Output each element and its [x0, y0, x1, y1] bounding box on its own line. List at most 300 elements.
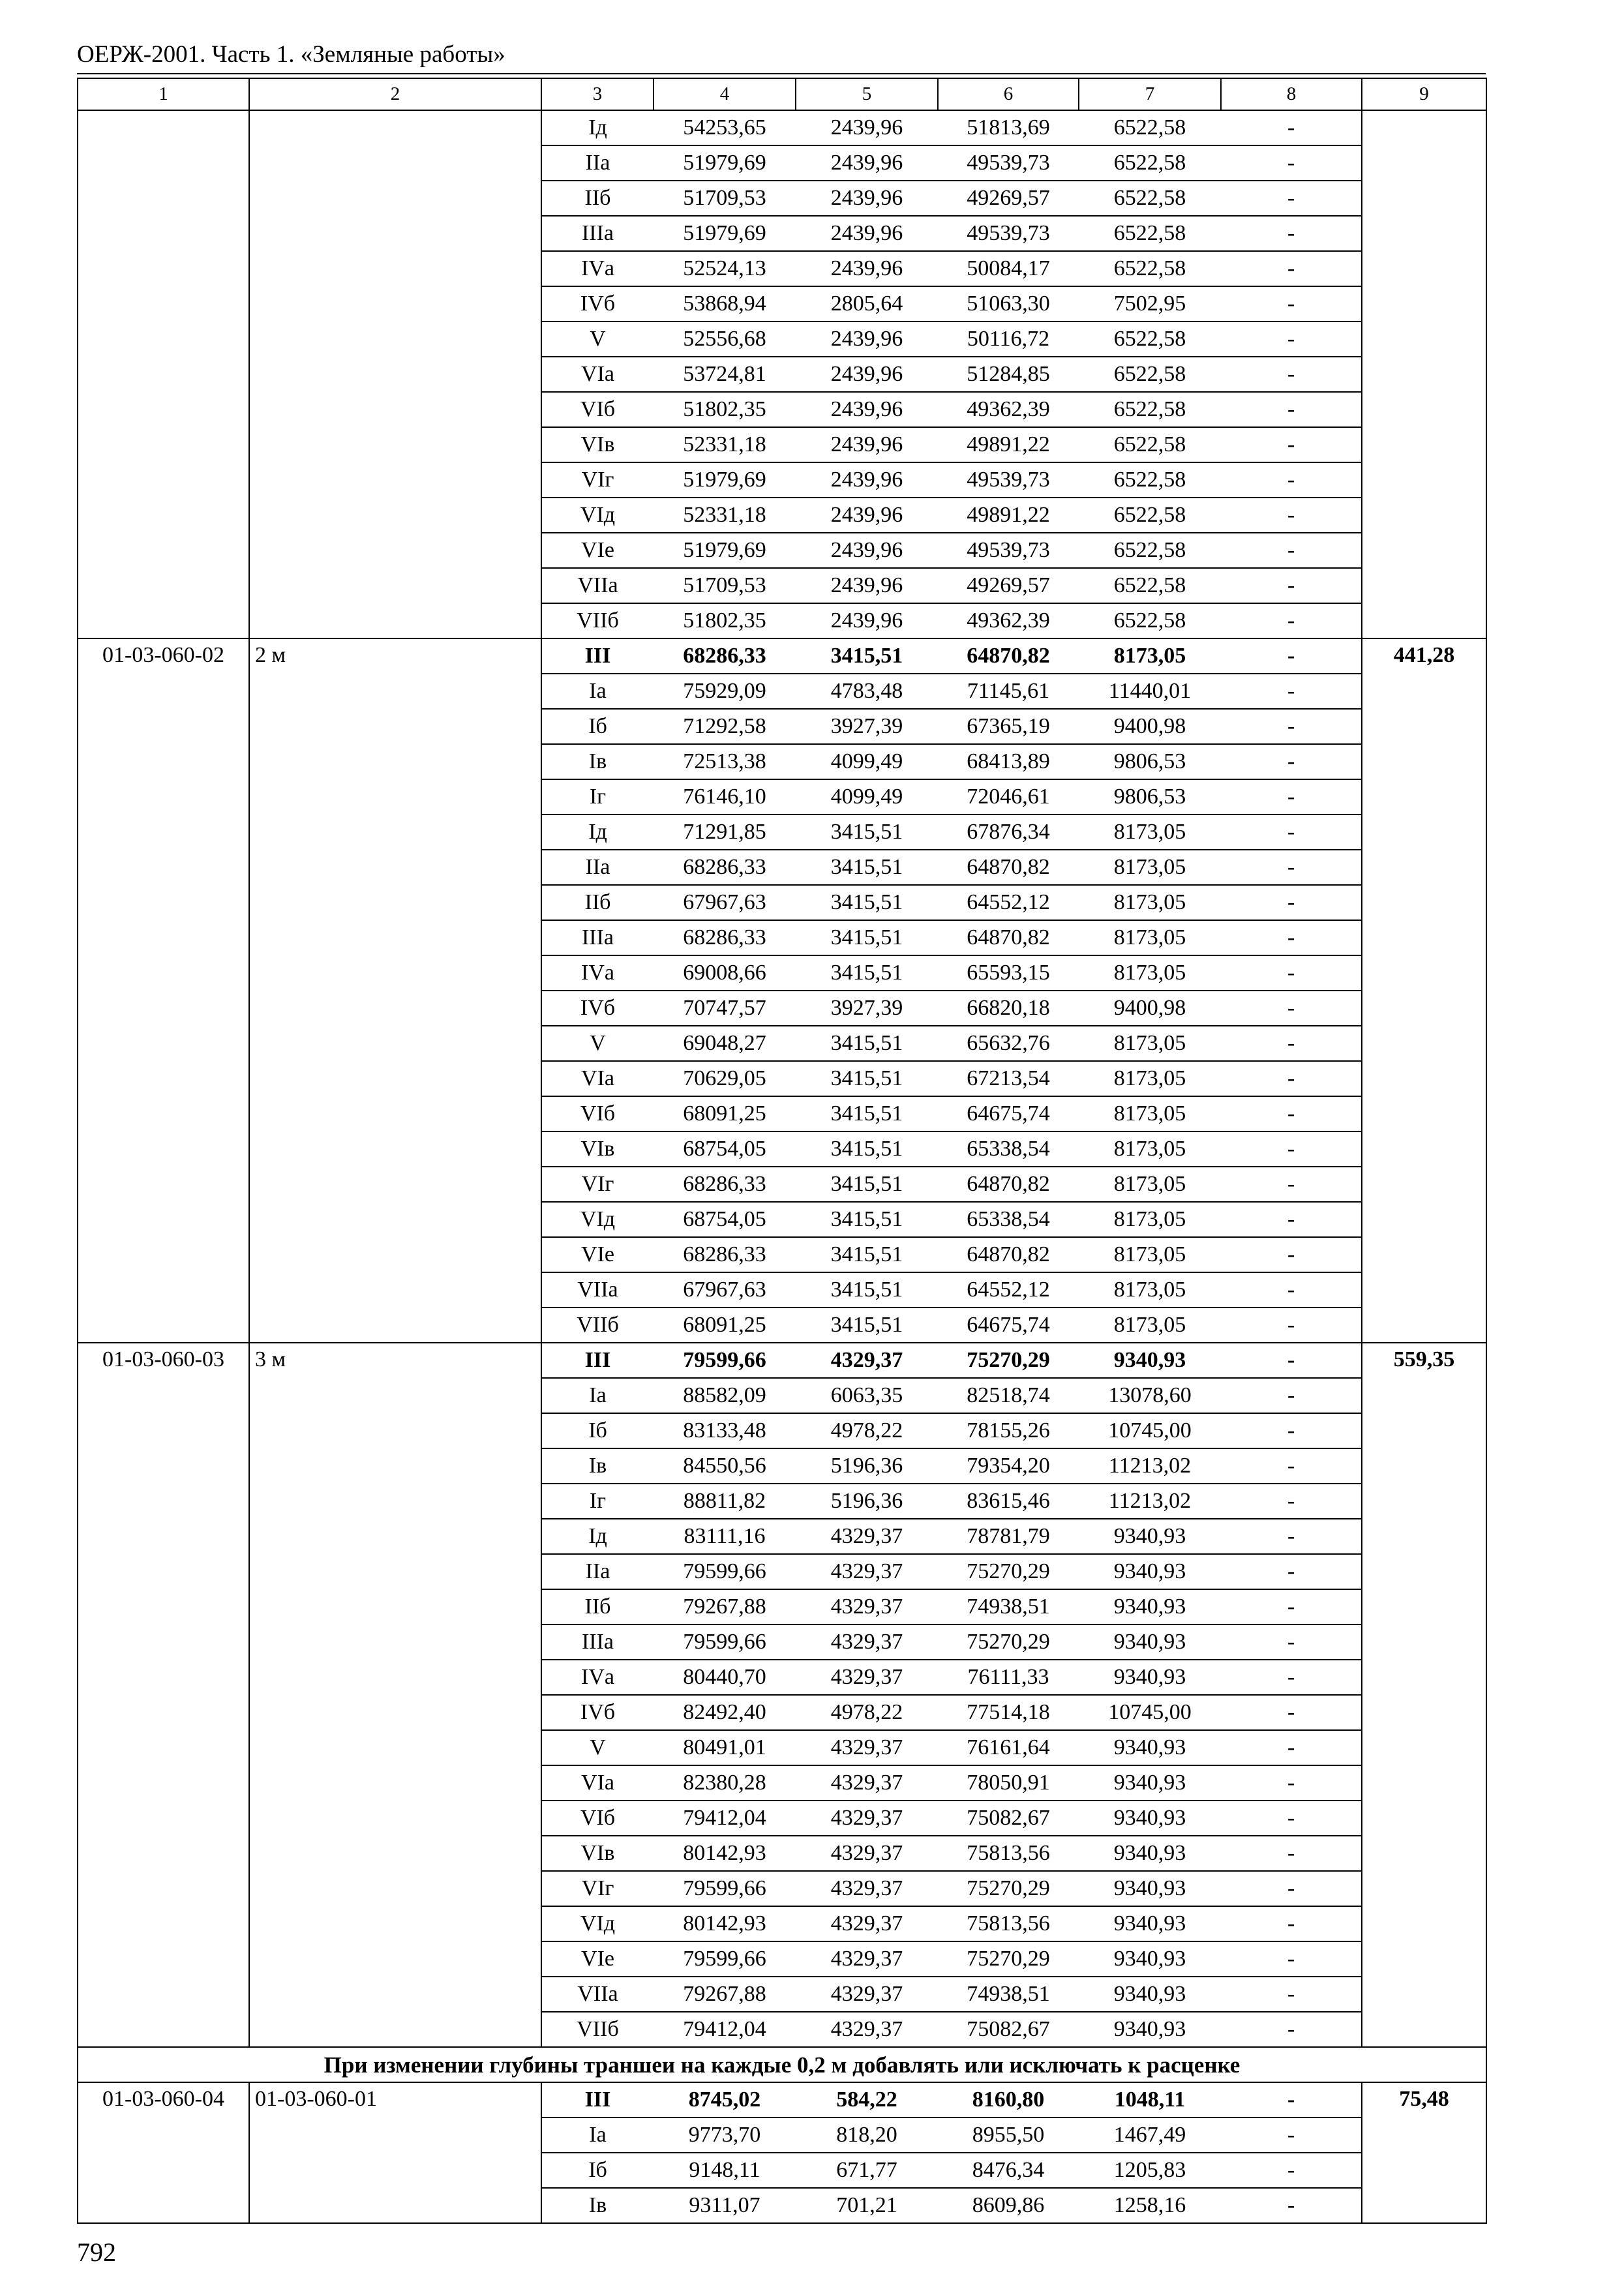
- data-cell: Iв: [541, 2188, 654, 2223]
- data-cell: 8173,05: [1079, 638, 1221, 674]
- data-cell: IVа: [541, 251, 654, 286]
- column-number-cell: 9: [1362, 78, 1486, 110]
- data-cell: 2439,96: [796, 498, 938, 533]
- data-cell: 67967,63: [654, 885, 796, 920]
- data-cell: 5196,36: [796, 1484, 938, 1519]
- data-cell: IVб: [541, 991, 654, 1026]
- data-cell: Iв: [541, 744, 654, 779]
- data-cell: 6522,58: [1079, 498, 1221, 533]
- data-cell: 65338,54: [938, 1131, 1079, 1167]
- rate-code-cell: 01-03-060-03: [78, 1343, 249, 2047]
- data-cell: -: [1221, 1519, 1362, 1554]
- column-number-cell: 6: [938, 78, 1079, 110]
- data-cell: VIе: [541, 1237, 654, 1272]
- data-cell: 6522,58: [1079, 603, 1221, 638]
- data-cell: Iа: [541, 2117, 654, 2153]
- data-cell: 79599,66: [654, 1871, 796, 1906]
- data-cell: -: [1221, 322, 1362, 357]
- data-cell: 6522,58: [1079, 110, 1221, 145]
- data-cell: VIIб: [541, 1308, 654, 1343]
- data-cell: 671,77: [796, 2153, 938, 2188]
- data-cell: VIд: [541, 1202, 654, 1237]
- data-cell: 64552,12: [938, 1272, 1079, 1308]
- data-cell: 75270,29: [938, 1624, 1079, 1660]
- data-cell: 51284,85: [938, 357, 1079, 392]
- data-cell: 4099,49: [796, 779, 938, 815]
- rate-value-cell: 441,28: [1362, 638, 1486, 1343]
- data-cell: 6522,58: [1079, 251, 1221, 286]
- data-cell: 818,20: [796, 2117, 938, 2153]
- data-cell: 52331,18: [654, 498, 796, 533]
- data-cell: 6522,58: [1079, 322, 1221, 357]
- data-cell: VIIа: [541, 1272, 654, 1308]
- data-cell: 8173,05: [1079, 1096, 1221, 1131]
- data-cell: 9340,93: [1079, 1660, 1221, 1695]
- note-row: [78, 2047, 1486, 2082]
- data-cell: 75270,29: [938, 1343, 1079, 1378]
- data-cell: 6522,58: [1079, 568, 1221, 603]
- data-cell: 4329,37: [796, 1765, 938, 1801]
- data-cell: 9806,53: [1079, 779, 1221, 815]
- data-cell: 68286,33: [654, 920, 796, 955]
- data-cell: 4329,37: [796, 2012, 938, 2047]
- data-cell: 8160,80: [938, 2082, 1079, 2117]
- page-header: ОЕРЖ-2001. Часть 1. «Земляные работы»: [77, 41, 505, 68]
- data-cell: 53868,94: [654, 286, 796, 322]
- data-cell: -: [1221, 1906, 1362, 1941]
- data-cell: -: [1221, 674, 1362, 709]
- data-cell: -: [1221, 1096, 1362, 1131]
- data-cell: 8173,05: [1079, 1061, 1221, 1096]
- data-cell: 49539,73: [938, 462, 1079, 498]
- data-cell: VIг: [541, 462, 654, 498]
- data-cell: 3415,51: [796, 1272, 938, 1308]
- data-cell: -: [1221, 2188, 1362, 2223]
- data-cell: 2439,96: [796, 145, 938, 181]
- data-cell: 68413,89: [938, 744, 1079, 779]
- data-cell: 88811,82: [654, 1484, 796, 1519]
- data-cell: 52331,18: [654, 427, 796, 462]
- data-cell: 70747,57: [654, 991, 796, 1026]
- data-cell: -: [1221, 1484, 1362, 1519]
- data-cell: III: [541, 1343, 654, 1378]
- data-cell: 3415,51: [796, 1202, 938, 1237]
- data-cell: -: [1221, 1977, 1362, 2012]
- data-cell: 3415,51: [796, 1096, 938, 1131]
- data-cell: 3415,51: [796, 1061, 938, 1096]
- data-cell: IVб: [541, 1695, 654, 1730]
- data-cell: 82492,40: [654, 1695, 796, 1730]
- data-cell: 3415,51: [796, 1308, 938, 1343]
- data-cell: VIв: [541, 427, 654, 462]
- data-cell: VIIб: [541, 603, 654, 638]
- data-cell: 69008,66: [654, 955, 796, 991]
- data-cell: 75270,29: [938, 1941, 1079, 1977]
- data-cell: -: [1221, 1237, 1362, 1272]
- data-cell: 49539,73: [938, 145, 1079, 181]
- data-cell: 76111,33: [938, 1660, 1079, 1695]
- data-cell: 584,22: [796, 2082, 938, 2117]
- data-cell: 1467,49: [1079, 2117, 1221, 2153]
- data-cell: -: [1221, 603, 1362, 638]
- data-cell: 9773,70: [654, 2117, 796, 2153]
- data-cell: 9340,93: [1079, 2012, 1221, 2047]
- data-cell: 2439,96: [796, 603, 938, 638]
- data-cell: 66820,18: [938, 991, 1079, 1026]
- data-cell: 53724,81: [654, 357, 796, 392]
- data-cell: VIIа: [541, 1977, 654, 2012]
- data-cell: 51979,69: [654, 533, 796, 568]
- rate-value-cell: 559,35: [1362, 1343, 1486, 2047]
- data-cell: 11440,01: [1079, 674, 1221, 709]
- data-cell: 5196,36: [796, 1448, 938, 1484]
- data-cell: 8173,05: [1079, 1272, 1221, 1308]
- data-cell: IIIа: [541, 1624, 654, 1660]
- data-cell: 11213,02: [1079, 1448, 1221, 1484]
- data-cell: 8745,02: [654, 2082, 796, 2117]
- data-cell: -: [1221, 110, 1362, 145]
- data-cell: 64870,82: [938, 920, 1079, 955]
- data-cell: -: [1221, 744, 1362, 779]
- data-cell: 83615,46: [938, 1484, 1079, 1519]
- data-cell: -: [1221, 955, 1362, 991]
- data-cell: 10745,00: [1079, 1413, 1221, 1448]
- data-cell: 49539,73: [938, 533, 1079, 568]
- rate-code-cell: 01-03-060-04: [78, 2082, 249, 2223]
- data-cell: 74938,51: [938, 1977, 1079, 2012]
- data-cell: 78155,26: [938, 1413, 1079, 1448]
- data-cell: 80142,93: [654, 1906, 796, 1941]
- data-cell: 3415,51: [796, 1026, 938, 1061]
- table-row-base: [78, 1343, 1486, 1378]
- data-cell: 75270,29: [938, 1554, 1079, 1589]
- data-cell: VIе: [541, 533, 654, 568]
- data-cell: 68286,33: [654, 1237, 796, 1272]
- data-cell: 1048,11: [1079, 2082, 1221, 2117]
- data-cell: -: [1221, 462, 1362, 498]
- data-cell: 49891,22: [938, 427, 1079, 462]
- rate-name-cell: [249, 110, 541, 638]
- data-cell: VIб: [541, 392, 654, 427]
- data-cell: IIб: [541, 1589, 654, 1624]
- data-cell: -: [1221, 533, 1362, 568]
- data-cell: 76146,10: [654, 779, 796, 815]
- data-cell: 80142,93: [654, 1836, 796, 1871]
- data-cell: -: [1221, 850, 1362, 885]
- data-cell: 79267,88: [654, 1977, 796, 2012]
- data-cell: -: [1221, 1343, 1362, 1378]
- data-cell: 79267,88: [654, 1589, 796, 1624]
- data-cell: VIа: [541, 1061, 654, 1096]
- data-cell: -: [1221, 2117, 1362, 2153]
- data-cell: 6063,35: [796, 1378, 938, 1413]
- data-cell: 51709,53: [654, 568, 796, 603]
- data-cell: 80440,70: [654, 1660, 796, 1695]
- data-cell: 9340,93: [1079, 1906, 1221, 1941]
- data-cell: 84550,56: [654, 1448, 796, 1484]
- data-cell: VIIб: [541, 2012, 654, 2047]
- data-cell: 68754,05: [654, 1131, 796, 1167]
- column-number-cell: 7: [1079, 78, 1221, 110]
- data-cell: 4329,37: [796, 1941, 938, 1977]
- data-cell: 2439,96: [796, 357, 938, 392]
- table-row-base: [78, 2082, 1486, 2117]
- data-cell: 4329,37: [796, 1871, 938, 1906]
- data-cell: 79599,66: [654, 1554, 796, 1589]
- data-cell: -: [1221, 1448, 1362, 1484]
- data-cell: VIг: [541, 1167, 654, 1202]
- data-cell: 2439,96: [796, 568, 938, 603]
- data-cell: 6522,58: [1079, 533, 1221, 568]
- data-cell: 64552,12: [938, 885, 1079, 920]
- data-cell: 49891,22: [938, 498, 1079, 533]
- data-cell: 3415,51: [796, 1167, 938, 1202]
- data-cell: Iа: [541, 1378, 654, 1413]
- data-cell: 3415,51: [796, 1237, 938, 1272]
- data-cell: 9340,93: [1079, 1941, 1221, 1977]
- data-cell: -: [1221, 2082, 1362, 2117]
- data-cell: -: [1221, 1765, 1362, 1801]
- data-cell: 67213,54: [938, 1061, 1079, 1096]
- data-cell: 3415,51: [796, 638, 938, 674]
- data-cell: 74938,51: [938, 1589, 1079, 1624]
- data-cell: 2439,96: [796, 110, 938, 145]
- data-cell: VIд: [541, 498, 654, 533]
- data-cell: -: [1221, 181, 1362, 216]
- data-cell: 51979,69: [654, 216, 796, 251]
- data-cell: 79599,66: [654, 1343, 796, 1378]
- data-cell: IIа: [541, 145, 654, 181]
- data-cell: 9340,93: [1079, 1871, 1221, 1906]
- data-cell: VIв: [541, 1131, 654, 1167]
- note-text: При изменении глубины траншеи на каждые 0,2 м добавлять или исключать к расценке: [78, 2047, 1486, 2082]
- data-cell: Iб: [541, 709, 654, 744]
- data-cell: Iд: [541, 110, 654, 145]
- data-cell: IVа: [541, 955, 654, 991]
- data-cell: 9340,93: [1079, 1624, 1221, 1660]
- data-cell: 75270,29: [938, 1871, 1079, 1906]
- data-cell: 8173,05: [1079, 920, 1221, 955]
- data-cell: 72046,61: [938, 779, 1079, 815]
- data-cell: 68754,05: [654, 1202, 796, 1237]
- data-cell: 8173,05: [1079, 1167, 1221, 1202]
- data-cell: III: [541, 638, 654, 674]
- column-number-cell: 2: [249, 78, 541, 110]
- data-cell: 4329,37: [796, 1660, 938, 1695]
- rate-code-cell: 01-03-060-02: [78, 638, 249, 1343]
- data-cell: Iд: [541, 815, 654, 850]
- data-cell: 6522,58: [1079, 462, 1221, 498]
- column-number-cell: 5: [796, 78, 938, 110]
- data-cell: 8173,05: [1079, 815, 1221, 850]
- data-cell: 51802,35: [654, 603, 796, 638]
- data-cell: 13078,60: [1079, 1378, 1221, 1413]
- data-cell: IIа: [541, 1554, 654, 1589]
- data-cell: 9311,07: [654, 2188, 796, 2223]
- data-cell: 9340,93: [1079, 1343, 1221, 1378]
- data-cell: 9340,93: [1079, 1519, 1221, 1554]
- data-cell: 4329,37: [796, 1977, 938, 2012]
- data-cell: -: [1221, 216, 1362, 251]
- data-cell: 83133,48: [654, 1413, 796, 1448]
- data-cell: 9340,93: [1079, 1801, 1221, 1836]
- data-cell: 3415,51: [796, 920, 938, 955]
- data-cell: 4329,37: [796, 1906, 938, 1941]
- data-cell: 71292,58: [654, 709, 796, 744]
- data-cell: 6522,58: [1079, 216, 1221, 251]
- data-cell: -: [1221, 1131, 1362, 1167]
- data-cell: -: [1221, 568, 1362, 603]
- data-cell: 9340,93: [1079, 1589, 1221, 1624]
- data-cell: VIв: [541, 1836, 654, 1871]
- data-cell: 65338,54: [938, 1202, 1079, 1237]
- data-cell: 3415,51: [796, 850, 938, 885]
- data-cell: 49269,57: [938, 181, 1079, 216]
- data-cell: 68286,33: [654, 1167, 796, 1202]
- data-cell: 75929,09: [654, 674, 796, 709]
- data-cell: 1258,16: [1079, 2188, 1221, 2223]
- data-cell: -: [1221, 1589, 1362, 1624]
- data-cell: -: [1221, 1167, 1362, 1202]
- data-cell: 71145,61: [938, 674, 1079, 709]
- data-cell: 9400,98: [1079, 991, 1221, 1026]
- data-cell: Iб: [541, 2153, 654, 2188]
- data-cell: 69048,27: [654, 1026, 796, 1061]
- data-cell: Iа: [541, 674, 654, 709]
- header-divider: [77, 73, 1486, 74]
- data-cell: Iг: [541, 779, 654, 815]
- data-cell: 2439,96: [796, 251, 938, 286]
- data-cell: VIд: [541, 1906, 654, 1941]
- data-cell: -: [1221, 638, 1362, 674]
- data-cell: -: [1221, 1554, 1362, 1589]
- data-cell: -: [1221, 815, 1362, 850]
- data-cell: 76161,64: [938, 1730, 1079, 1765]
- data-cell: 9400,98: [1079, 709, 1221, 744]
- data-cell: 83111,16: [654, 1519, 796, 1554]
- data-cell: 77514,18: [938, 1695, 1079, 1730]
- data-cell: 4329,37: [796, 1836, 938, 1871]
- data-cell: Iб: [541, 1413, 654, 1448]
- data-cell: 79412,04: [654, 1801, 796, 1836]
- data-cell: 75813,56: [938, 1836, 1079, 1871]
- data-cell: Iг: [541, 1484, 654, 1519]
- rate-value-cell: 75,48: [1362, 2082, 1486, 2223]
- data-cell: 49362,39: [938, 392, 1079, 427]
- data-cell: -: [1221, 286, 1362, 322]
- data-cell: 4329,37: [796, 1730, 938, 1765]
- data-cell: -: [1221, 392, 1362, 427]
- data-cell: 67967,63: [654, 1272, 796, 1308]
- data-cell: 2439,96: [796, 427, 938, 462]
- data-cell: 4099,49: [796, 744, 938, 779]
- data-cell: 71291,85: [654, 815, 796, 850]
- data-cell: 65632,76: [938, 1026, 1079, 1061]
- data-cell: 11213,02: [1079, 1484, 1221, 1519]
- data-cell: 6522,58: [1079, 427, 1221, 462]
- data-cell: -: [1221, 1202, 1362, 1237]
- data-cell: 52556,68: [654, 322, 796, 357]
- data-cell: 51979,69: [654, 145, 796, 181]
- data-cell: 2439,96: [796, 181, 938, 216]
- data-cell: 6522,58: [1079, 357, 1221, 392]
- data-cell: -: [1221, 779, 1362, 815]
- data-cell: 1205,83: [1079, 2153, 1221, 2188]
- column-number-row: [78, 78, 1486, 110]
- data-cell: VIб: [541, 1801, 654, 1836]
- data-cell: VIа: [541, 357, 654, 392]
- data-cell: 88582,09: [654, 1378, 796, 1413]
- data-cell: 4978,22: [796, 1695, 938, 1730]
- data-cell: IIIа: [541, 920, 654, 955]
- data-cell: -: [1221, 885, 1362, 920]
- data-cell: -: [1221, 1941, 1362, 1977]
- data-cell: 49539,73: [938, 216, 1079, 251]
- data-cell: 50116,72: [938, 322, 1079, 357]
- data-cell: 82380,28: [654, 1765, 796, 1801]
- data-cell: -: [1221, 1413, 1362, 1448]
- data-cell: -: [1221, 427, 1362, 462]
- data-cell: 52524,13: [654, 251, 796, 286]
- data-cell: 9340,93: [1079, 1977, 1221, 2012]
- data-cell: IIб: [541, 885, 654, 920]
- data-cell: -: [1221, 1061, 1362, 1096]
- data-cell: 701,21: [796, 2188, 938, 2223]
- data-cell: III: [541, 2082, 654, 2117]
- data-cell: 4978,22: [796, 1413, 938, 1448]
- data-cell: 8173,05: [1079, 1202, 1221, 1237]
- data-cell: 68286,33: [654, 850, 796, 885]
- data-cell: -: [1221, 1660, 1362, 1695]
- data-cell: 67365,19: [938, 709, 1079, 744]
- data-cell: 64870,82: [938, 1237, 1079, 1272]
- data-cell: 8173,05: [1079, 850, 1221, 885]
- data-cell: -: [1221, 2012, 1362, 2047]
- data-cell: 64870,82: [938, 850, 1079, 885]
- data-cell: -: [1221, 1378, 1362, 1413]
- data-cell: 9806,53: [1079, 744, 1221, 779]
- data-cell: 9340,93: [1079, 1765, 1221, 1801]
- data-cell: 79354,20: [938, 1448, 1079, 1484]
- data-cell: -: [1221, 1308, 1362, 1343]
- data-cell: V: [541, 1026, 654, 1061]
- data-cell: 8609,86: [938, 2188, 1079, 2223]
- data-cell: 68091,25: [654, 1096, 796, 1131]
- data-cell: 7502,95: [1079, 286, 1221, 322]
- data-cell: -: [1221, 709, 1362, 744]
- data-cell: 79599,66: [654, 1624, 796, 1660]
- rate-name-cell: 2 м: [249, 638, 541, 1343]
- data-cell: 4329,37: [796, 1343, 938, 1378]
- data-cell: -: [1221, 1695, 1362, 1730]
- data-cell: 3415,51: [796, 885, 938, 920]
- data-cell: 79412,04: [654, 2012, 796, 2047]
- data-cell: 4329,37: [796, 1554, 938, 1589]
- data-cell: IIб: [541, 181, 654, 216]
- data-cell: 78050,91: [938, 1765, 1079, 1801]
- data-cell: -: [1221, 251, 1362, 286]
- rate-value-cell: [1362, 110, 1486, 638]
- data-cell: V: [541, 1730, 654, 1765]
- data-cell: 67876,34: [938, 815, 1079, 850]
- rates-table: [77, 78, 1487, 2224]
- column-number-cell: 1: [78, 78, 249, 110]
- data-cell: IIIа: [541, 216, 654, 251]
- data-cell: VIIа: [541, 568, 654, 603]
- data-cell: VIг: [541, 1871, 654, 1906]
- data-cell: IVб: [541, 286, 654, 322]
- rates-table-body: [78, 78, 1486, 2223]
